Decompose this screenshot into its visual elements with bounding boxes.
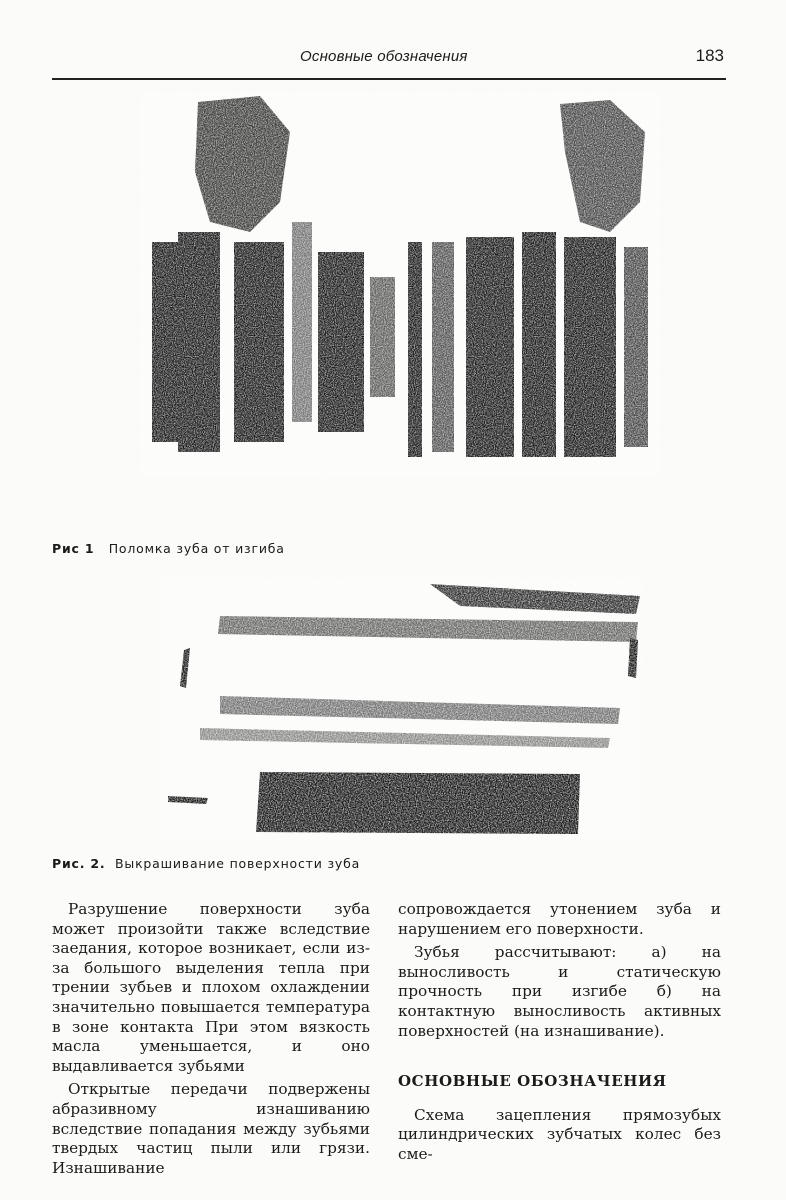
running-title: Основные обозначения [300, 48, 468, 65]
page-header [52, 44, 726, 80]
paragraph-mesh-scheme: Схема зацепления прямозубых цилиндрических зубчатых колес без сме- [398, 1105, 721, 1163]
figure-2-caption [52, 856, 360, 871]
figure-2-caption-text: Выкрашивание поверхности зуба [115, 856, 361, 871]
figure-1-label: Рис 1 [52, 541, 95, 556]
pitted-tooth-surface-photo [160, 578, 642, 840]
right-column [398, 900, 721, 1169]
paragraph-abrasion: Открытые передачи подвержены абразивному изнашиванию вследствие попадания между зубьями твердых частиц пыли или грязи. Изнашивание [52, 1080, 370, 1177]
figure-2-label: Рис. 2. [52, 856, 106, 871]
section-heading: ОСНОВНЫЕ ОБОЗНАЧЕНИЯ [398, 1072, 667, 1091]
paragraph-wear-continuation: сопровождается утонением зуба и нарушением его поверхности. [398, 900, 721, 938]
left-column [52, 900, 370, 1182]
paragraph-calculation: Зубья рассчитывают: а) на выносливость и статическую прочность при изгибе б) на контактную выносливость активных поверхностей (на изнашивание). [398, 943, 721, 1040]
figure-1-caption [52, 541, 285, 556]
broken-gear-tooth-photo [140, 92, 660, 477]
paragraph-seizure: Разрушение поверхности зуба может произойти также вследствие заедания, которое возникает, если из-за большого выделения тепла при трении зубьев и плохом охлаждении значительно повышается температура в зоне контакта При этом вязкость масла уменьшается, и оно выдавливается зубьями [52, 900, 370, 1075]
page-number: 183 [695, 46, 724, 65]
figure-1-caption-text: Поломка зуба от изгиба [108, 541, 285, 556]
